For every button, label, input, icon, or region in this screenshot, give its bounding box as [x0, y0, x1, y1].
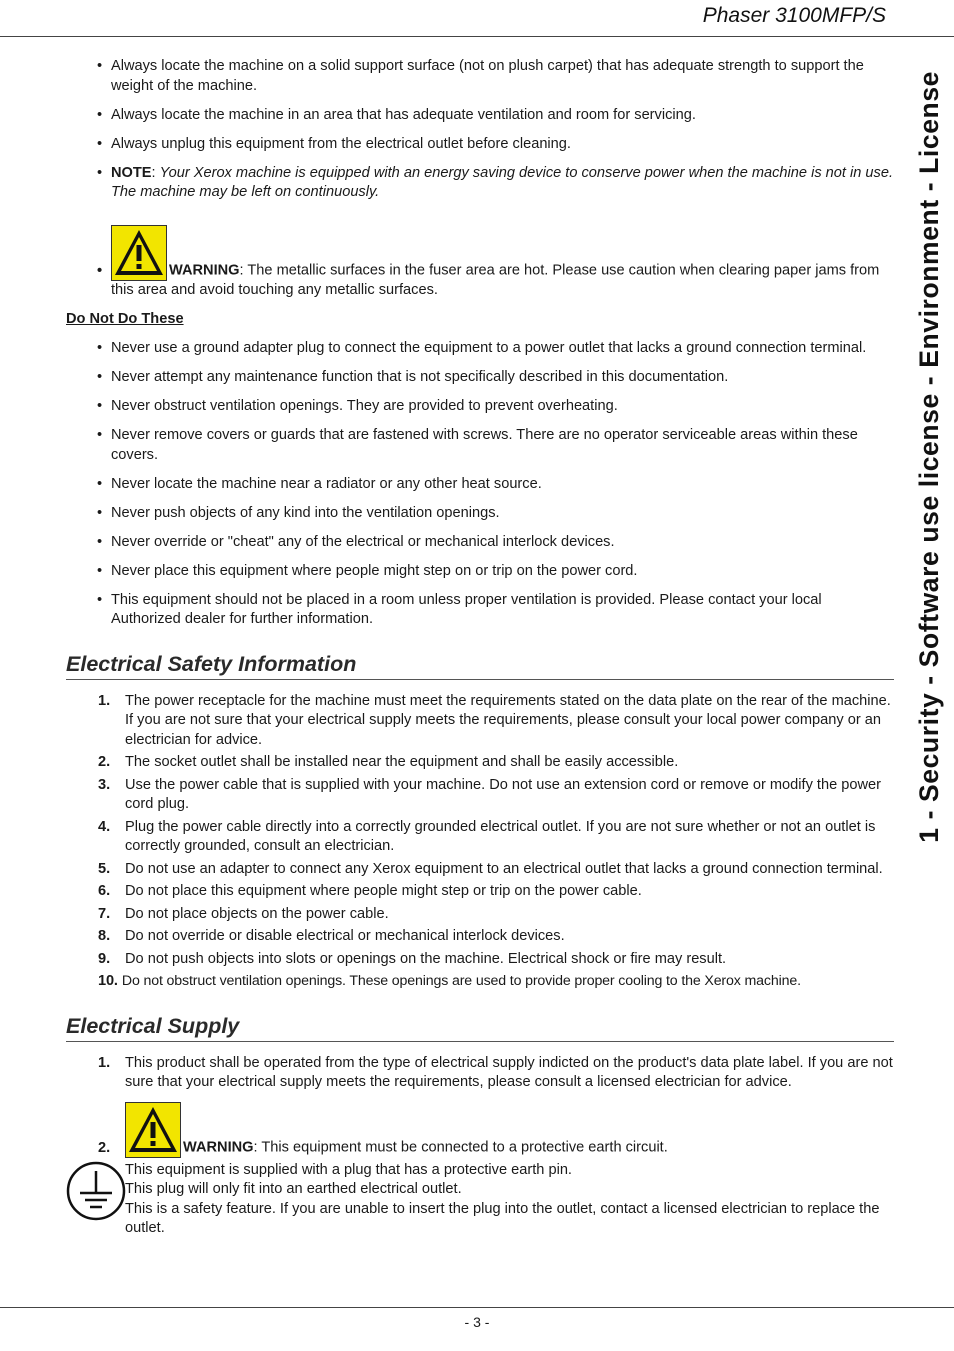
earth-block	[66, 1161, 894, 1239]
header-title: Phaser 3100MFP/S	[702, 4, 886, 27]
side-title	[895, 42, 954, 872]
protective-earth-icon	[66, 1161, 126, 1221]
list-item: 3. Use the power cable that is supplied with your machine. Do not use an extension cord or remove or modify the power cord plug.	[98, 776, 882, 812]
footer-rule	[0, 1307, 954, 1308]
list-item: 1. This product shall be operated from the type of electrical supply indicted on the product's data plate label. If you are not sure that your electrical supply meets the requirements, please consult a licensed electrician for advice.	[98, 1054, 893, 1090]
general-bullets	[66, 57, 894, 300]
note-item: • NOTE: Your Xerox machine is equipped with an energy saving device to conserve power when the machine is not in use. The machine may be left on continuously.	[97, 164, 894, 200]
warning-label: WARNING	[169, 262, 240, 278]
page-number: - 3 -	[464, 1314, 490, 1330]
list-item: 1. The power receptacle for the machine must meet the requirements stated on the data plate on the rear of the machine. If you are not sure that your electrical supply meets the requirements, please consult your local power company or an electrician for advice.	[98, 692, 891, 748]
warning-label: WARNING	[183, 1139, 254, 1155]
list-item: 10. Do not obstruct ventilation openings. These openings are used to provide proper cooling to the Xerox machine.	[98, 973, 801, 989]
list-item: 2. The socket outlet shall be installed near the equipment and shall be easily accessible.	[98, 754, 679, 770]
list-item: 5. Do not use an adapter to connect any Xerox equipment to an electrical outlet that lacks a ground connection terminal.	[98, 860, 883, 877]
list-item: 4. Plug the power cable directly into a correctly grounded electrical outlet. If you are not sure whether or not an outlet is correctly grounded, consult an electrician.	[98, 818, 876, 854]
warning-item: 2. WARNING: This equipment must be connected to a protective earth circuit.	[66, 1102, 894, 1158]
warning-item: • WARNING: The metallic surfaces in the fuser area are hot. Please use caution when clearing paper jams from this area and avoid touching any metallic surfaces.	[66, 225, 894, 301]
note-label: NOTE	[111, 164, 152, 181]
list-item: • Always locate the machine in an area that has adequate ventilation and room for servicing.	[97, 106, 696, 123]
warning-triangle-icon	[111, 225, 167, 281]
list-item: • Never override or "cheat" any of the electrical or mechanical interlock devices.	[97, 533, 615, 550]
electrical-safety-heading: Electrical Safety Information	[66, 651, 894, 680]
note-text: Your Xerox machine is equipped with an energy saving device to conserve power when the machine is not in use. The machine may be left on continuously.	[111, 164, 894, 200]
list-item: • Never locate the machine near a radiator or any other heat source.	[97, 475, 542, 492]
list-item: • This equipment should not be placed in a room unless proper ventilation is provided. Please contact your local Authorized dealer for further information.	[97, 591, 822, 627]
list-item: • Never remove covers or guards that are fastened with screws. There are no operator serviceable areas within these covers.	[97, 427, 858, 463]
header-rule	[0, 36, 954, 37]
list-item: • Never push objects of any kind into the ventilation openings.	[97, 504, 500, 521]
earth-line: This is a safety feature. If you are unable to insert the plug into the outlet, contact a licensed electrician to replace the outlet.	[125, 1200, 880, 1236]
list-item: 6. Do not place this equipment where people might step or trip on the power cable.	[98, 883, 642, 899]
dont-heading: Do Not Do These	[66, 310, 184, 327]
list-item: 7. Do not place objects on the power cable.	[98, 905, 389, 922]
list-item: • Always locate the machine on a solid support surface (not on plush carpet) that has adequate strength to support the weight of the machine.	[97, 58, 864, 94]
list-item: • Never place this equipment where people might step on or trip on the power cord.	[97, 562, 638, 579]
dont-list	[66, 339, 894, 630]
list-item: • Always unplug this equipment from the electrical outlet before cleaning.	[97, 135, 571, 152]
page-content	[66, 57, 894, 1239]
earth-line: This equipment is supplied with a plug that has a protective earth pin.	[125, 1161, 572, 1178]
list-item: • Never use a ground adapter plug to connect the equipment to a power outlet that lacks a ground connection terminal.	[97, 340, 867, 356]
list-item: • Never obstruct ventilation openings. They are provided to prevent overheating.	[97, 398, 618, 414]
list-item: • Never attempt any maintenance function that is not specifically described in this documentation.	[97, 369, 729, 385]
list-item: 9. Do not push objects into slots or openings on the machine. Electrical shock or fire may result.	[98, 950, 727, 967]
earth-line: This plug will only fit into an earthed electrical outlet.	[125, 1181, 462, 1197]
electrical-safety-list	[66, 692, 894, 992]
list-item: 8. Do not override or disable electrical or mechanical interlock devices.	[98, 928, 565, 944]
side-title-text: 1 - Security - Software use license - Environment - License	[914, 71, 945, 843]
electrical-supply-heading: Electrical Supply	[66, 1013, 894, 1042]
electrical-supply-list	[66, 1054, 894, 1158]
warning-triangle-icon	[125, 1102, 181, 1158]
